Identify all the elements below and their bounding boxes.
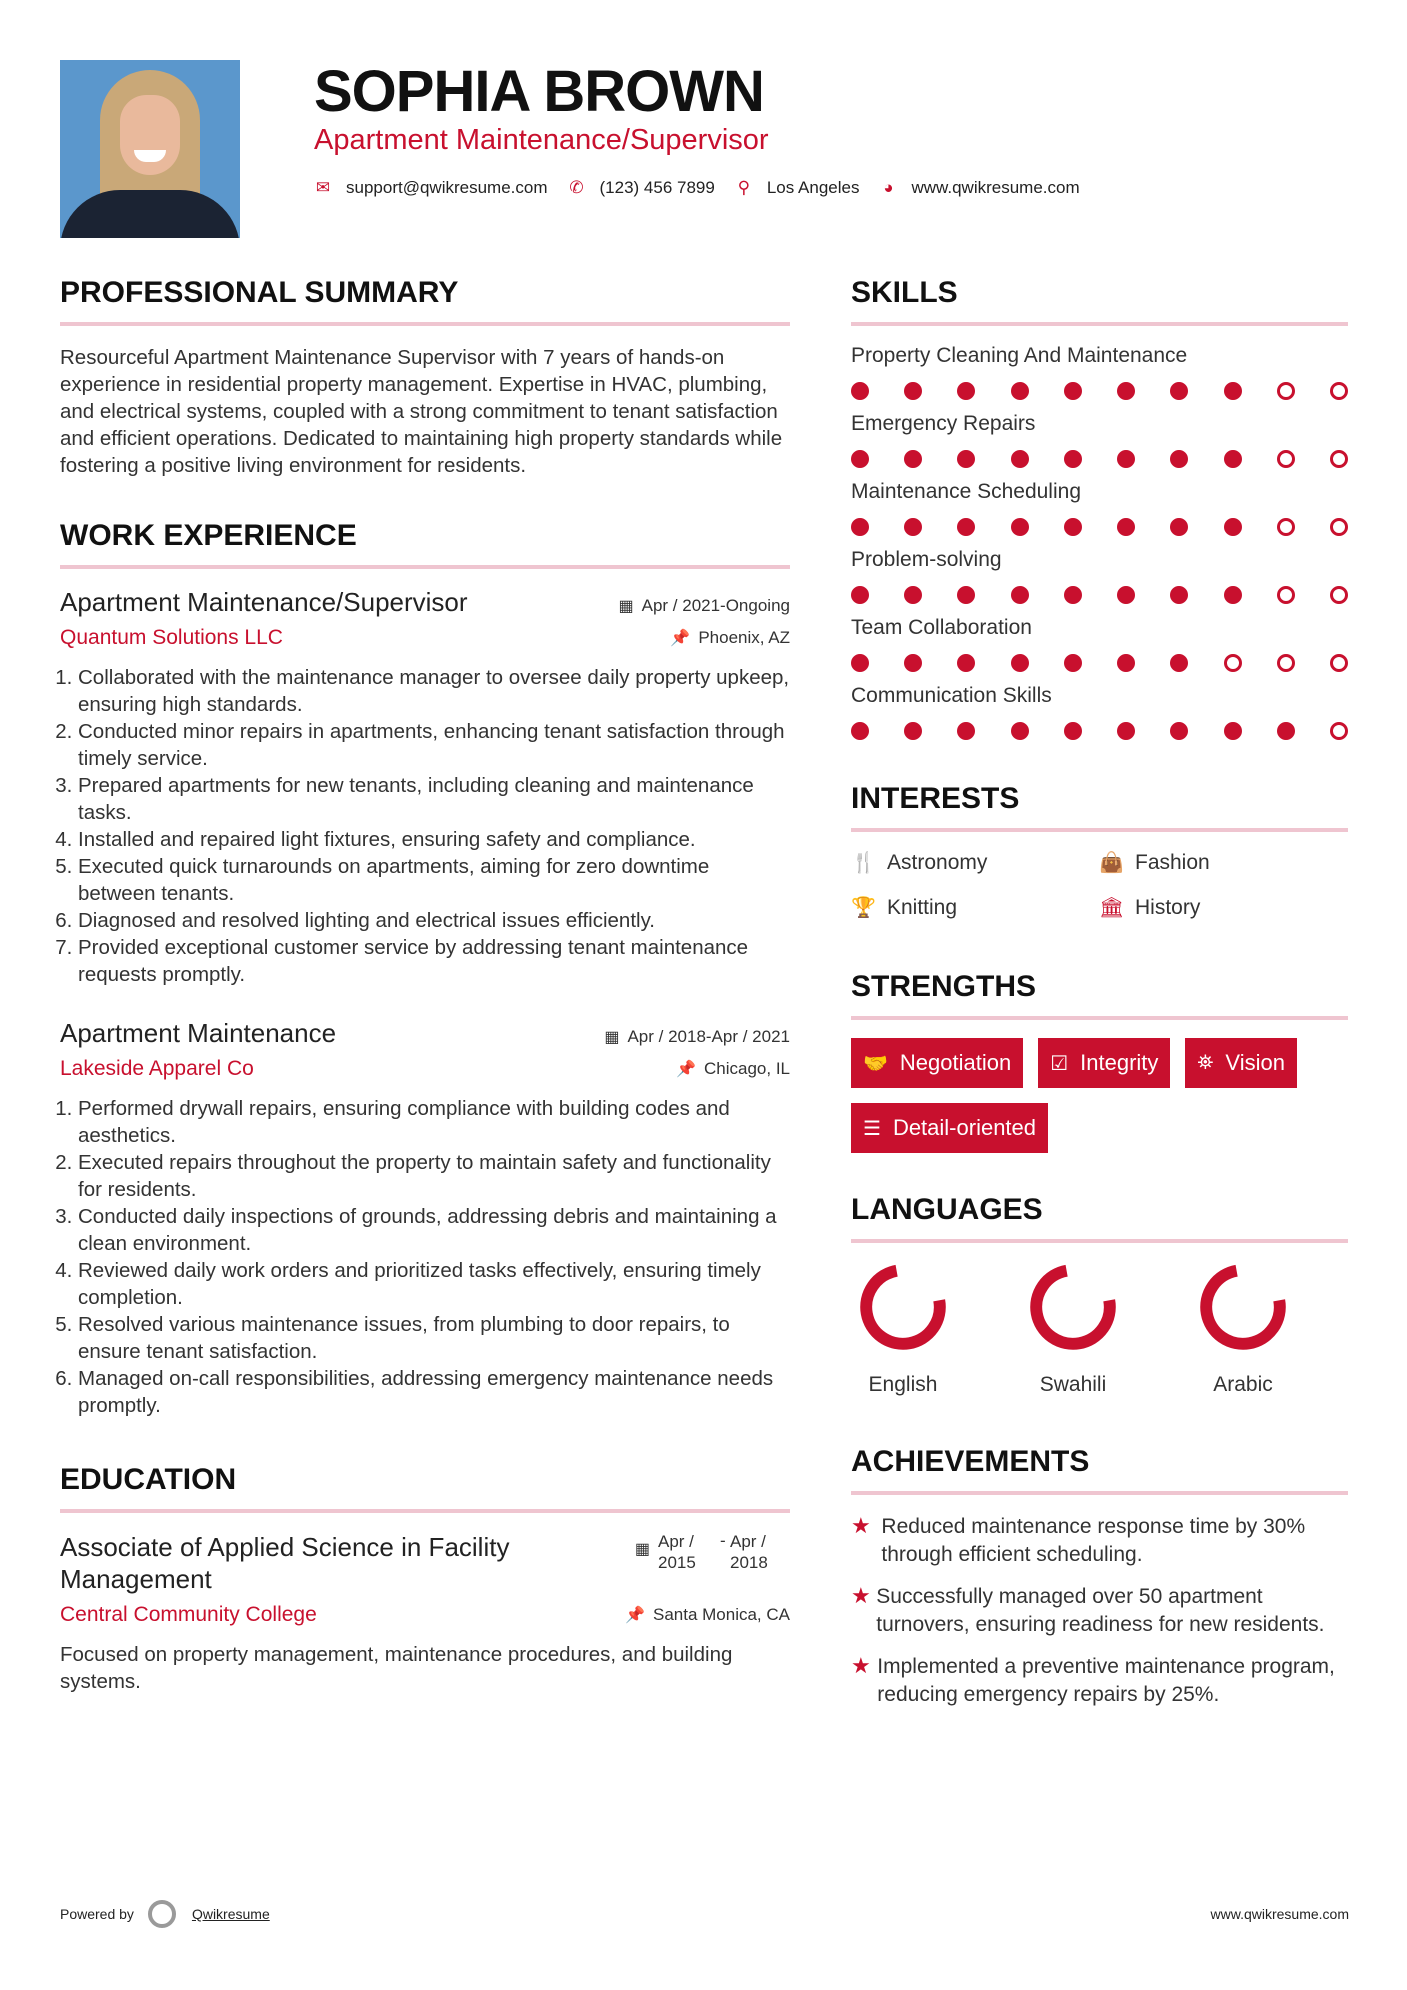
language-gauge: [857, 1261, 949, 1353]
rating-dot-filled: [1170, 518, 1188, 536]
company-name: Lakeside Apparel Co: [60, 1057, 254, 1080]
interest-item: [851, 895, 1099, 920]
footer-website[interactable]: www.qwikresume.com: [1210, 1906, 1349, 1922]
rating-dot-filled: [957, 586, 975, 604]
candidate-title: Apartment Maintenance/Supervisor: [314, 124, 769, 156]
job-entry: [60, 1018, 790, 1419]
job-title: Apartment Maintenance: [60, 1018, 337, 1048]
globe-icon: ◕: [883, 178, 894, 197]
languages-list: [851, 1261, 1348, 1397]
rating-dot-filled: [1011, 586, 1029, 604]
job-bullet: 6. Diagnosed and resolved lighting and electrical issues efficiently.: [78, 907, 790, 934]
degree-title: Associate of Applied Science in Facility Management: [60, 1532, 510, 1594]
calendar-icon: ▦: [618, 598, 634, 615]
interest-name: Fashion: [1135, 850, 1210, 874]
rating-dot-empty: [1330, 586, 1348, 604]
rating-dot-filled: [1011, 450, 1029, 468]
job-bullet: 7. Provided exceptional customer service by addressing tenant maintenance requests promptly.: [78, 934, 790, 988]
rating-dot-filled: [1170, 450, 1188, 468]
job-subheader: [60, 626, 790, 650]
company-name: Quantum Solutions LLC: [60, 626, 283, 649]
strengths-heading: STRENGTHS: [851, 970, 1348, 1020]
job-bullet: 3. Prepared apartments for new tenants, including cleaning and maintenance tasks.: [78, 772, 790, 826]
rating-dot-filled: [904, 382, 922, 400]
achievements-heading: ACHIEVEMENTS: [851, 1445, 1348, 1495]
job-date-text: Apr / 2021-Ongoing: [641, 596, 790, 615]
checkbox-icon: ☑: [1050, 1052, 1069, 1075]
map-pin-icon: ⚲: [737, 178, 751, 197]
skill-name: Property Cleaning And Maintenance: [851, 344, 1188, 367]
job-title: Apartment Maintenance/Supervisor: [60, 587, 468, 617]
job-location-text: Phoenix, AZ: [698, 628, 790, 647]
achievement-text: Successfully managed over 50 apartment turnovers, ensuring readiness for new residents.: [876, 1585, 1325, 1636]
rating-dot-filled: [957, 382, 975, 400]
job-bullet: 5. Resolved various maintenance issues, from plumbing to door repairs, to ensure tenant satisfaction.: [78, 1311, 790, 1365]
achievements-list: [851, 1513, 1348, 1709]
skill-rating: [851, 654, 1348, 672]
rating-dot-filled: [1224, 450, 1242, 468]
achievement-item: [851, 1653, 1348, 1709]
job-header: [60, 587, 790, 618]
strength-name: Detail-oriented: [892, 1115, 1037, 1140]
skill-item: [851, 480, 1348, 536]
skill-name: Communication Skills: [851, 684, 1052, 707]
rating-dot-filled: [851, 450, 869, 468]
education-heading: EDUCATION: [60, 1463, 790, 1513]
strength-chip: [1038, 1038, 1170, 1088]
language-gauge-arc: [1030, 1264, 1115, 1349]
skill-item: [851, 344, 1348, 400]
rating-dot-filled: [1064, 722, 1082, 740]
rating-dot-filled: [1064, 382, 1082, 400]
skill-item: [851, 616, 1348, 672]
phone-text: (123) 456 7899: [599, 178, 715, 197]
calendar-icon: ▦: [604, 1029, 620, 1046]
rating-dot-empty: [1277, 586, 1295, 604]
language-item: [1197, 1261, 1289, 1397]
rating-dot-filled: [851, 654, 869, 672]
rating-dot-filled: [1117, 586, 1135, 604]
interest-name: Astronomy: [887, 850, 988, 874]
handshake-icon: 🤝: [863, 1052, 888, 1075]
rating-dot-filled: [851, 722, 869, 740]
job-bullet: 1. Collaborated with the maintenance manager to oversee daily property upkeep, ensuring high standards.: [78, 664, 790, 718]
skill-item: [851, 684, 1348, 740]
rating-dot-filled: [1064, 450, 1082, 468]
achievement-item: [851, 1583, 1348, 1639]
utensils-icon: 🍴: [851, 852, 876, 874]
left-column: [60, 276, 790, 1735]
job-bullets: [60, 664, 790, 988]
education-date: ▦ Apr / 2015 - Apr / 2018: [635, 1531, 790, 1573]
job-bullet: 5. Executed quick turnarounds on apartments, aiming for zero downtime between tenants.: [78, 853, 790, 907]
school-name: Central Community College: [60, 1603, 317, 1626]
language-gauge-arc: [860, 1264, 945, 1349]
language-gauge-arc: [1200, 1264, 1285, 1349]
education-date-start: Apr / 2015: [658, 1532, 696, 1572]
trophy-icon: 🏆: [851, 897, 876, 919]
skill-name: Team Collaboration: [851, 616, 1032, 639]
rating-dot-filled: [904, 450, 922, 468]
skill-item: [851, 548, 1348, 604]
job-location: [676, 1059, 790, 1079]
pushpin-icon: 📌: [625, 1607, 645, 1624]
rating-dot-filled: [1011, 382, 1029, 400]
rating-dot-filled: [957, 450, 975, 468]
job-entry: [60, 587, 790, 988]
experience-heading: WORK EXPERIENCE: [60, 519, 790, 569]
job-date: [618, 596, 790, 616]
strength-chip: [851, 1103, 1048, 1153]
job-bullet: 2. Executed repairs throughout the property to maintain safety and functionality for residents.: [78, 1149, 790, 1203]
rating-dot-filled: [1064, 518, 1082, 536]
language-item: [857, 1261, 949, 1397]
language-gauge: [1197, 1261, 1289, 1353]
right-column: [851, 276, 1348, 1723]
interest-item: [1099, 850, 1347, 875]
rating-dot-empty: [1330, 518, 1348, 536]
skill-rating: [851, 722, 1348, 740]
location-text: Los Angeles: [766, 178, 860, 197]
rating-dot-filled: [1170, 722, 1188, 740]
rating-dot-filled: [904, 586, 922, 604]
rating-dot-filled: [1117, 450, 1135, 468]
shooting-star-icon: ★: [851, 1513, 871, 1538]
contact-website[interactable]: [879, 178, 1079, 198]
rating-dot-filled: [904, 654, 922, 672]
job-bullet: 4. Installed and repaired light fixtures, ensuring safety and compliance.: [78, 826, 790, 853]
rating-dot-filled: [1170, 654, 1188, 672]
powered-by-text: Powered by: [60, 1906, 134, 1922]
rating-dot-empty: [1224, 654, 1242, 672]
shopping-bag-icon: 👜: [1099, 852, 1124, 874]
rating-dot-filled: [957, 722, 975, 740]
strengths-list: [851, 1038, 1348, 1153]
language-item: [1027, 1261, 1119, 1397]
job-location: [670, 628, 790, 648]
job-location-text: Chicago, IL: [704, 1059, 790, 1078]
contact-location: [735, 178, 860, 198]
contact-bar: [314, 178, 1100, 198]
rating-dot-filled: [904, 722, 922, 740]
achievement-item: [851, 1513, 1348, 1569]
footer-powered-by: [60, 1900, 270, 1928]
job-bullet: 2. Conducted minor repairs in apartments, enhancing tenant satisfaction through timely service.: [78, 718, 790, 772]
job-bullets: [60, 1095, 790, 1419]
education-location: [625, 1605, 790, 1625]
interest-name: History: [1135, 895, 1201, 919]
rating-dot-filled: [1170, 586, 1188, 604]
email-text: support@qwikresume.com: [346, 178, 548, 197]
job-list: [60, 587, 790, 1419]
pushpin-icon: 📌: [676, 1061, 696, 1078]
rating-dot-filled: [1224, 722, 1242, 740]
rating-dot-filled: [1064, 586, 1082, 604]
interest-name: Knitting: [887, 895, 958, 919]
strength-name: Integrity: [1080, 1050, 1159, 1075]
shooting-star-icon: ★: [851, 1653, 871, 1678]
rating-dot-filled: [1170, 382, 1188, 400]
summary-heading: PROFESSIONAL SUMMARY: [60, 276, 790, 326]
rating-dot-filled: [1224, 518, 1242, 536]
job-bullet: 6. Managed on-call responsibilities, addressing emergency maintenance needs promptly.: [78, 1365, 790, 1419]
skill-rating: [851, 450, 1348, 468]
language-name: Swahili: [1039, 1373, 1107, 1396]
rating-dot-filled: [957, 518, 975, 536]
rating-dot-filled: [1011, 654, 1029, 672]
rating-dot-empty: [1330, 722, 1348, 740]
education-date-end: Apr / 2018: [730, 1532, 768, 1572]
phone-icon: ✆: [569, 178, 584, 197]
rating-dot-empty: [1330, 450, 1348, 468]
skills-list: [851, 344, 1348, 740]
rating-dot-empty: [1330, 654, 1348, 672]
education-description: Focused on property management, maintenance procedures, and building systems.: [60, 1643, 733, 1693]
job-bullet: 3. Conducted daily inspections of grounds, addressing debris and maintaining a clean environment.: [78, 1203, 790, 1257]
job-header: [60, 1018, 790, 1049]
achievement-text: Implemented a preventive maintenance program, reducing emergency repairs by 25%.: [877, 1655, 1335, 1706]
calendar-icon: ▦: [634, 1541, 650, 1558]
education-location-text: Santa Monica, CA: [652, 1605, 790, 1624]
rating-dot-filled: [1277, 722, 1295, 740]
rating-dot-filled: [1117, 518, 1135, 536]
rating-dot-filled: [1117, 654, 1135, 672]
list-icon: ☰: [863, 1117, 881, 1140]
skills-heading: SKILLS: [851, 276, 1348, 326]
contact-phone[interactable]: [568, 178, 715, 198]
interests-list: [851, 850, 1348, 920]
skill-name: Maintenance Scheduling: [851, 480, 1081, 503]
skill-item: [851, 412, 1348, 468]
language-name: English: [868, 1373, 938, 1396]
job-date-text: Apr / 2018-Apr / 2021: [627, 1027, 790, 1046]
qwikresume-logo-icon: [148, 1900, 176, 1928]
rating-dot-empty: [1330, 382, 1348, 400]
skill-rating: [851, 518, 1348, 536]
skill-name: Emergency Repairs: [851, 412, 1036, 435]
envelope-icon: ✉: [315, 178, 331, 197]
rating-dot-filled: [1224, 586, 1242, 604]
strength-name: Vision: [1225, 1050, 1285, 1075]
rating-dot-filled: [957, 654, 975, 672]
rating-dot-filled: [1011, 722, 1029, 740]
rating-dot-filled: [1117, 382, 1135, 400]
job-date: [604, 1027, 790, 1047]
pushpin-icon: 📌: [670, 630, 691, 647]
skill-rating: [851, 586, 1348, 604]
job-bullet: 1. Performed drywall repairs, ensuring compliance with building codes and aesthetics.: [78, 1095, 790, 1149]
rating-dot-empty: [1277, 382, 1295, 400]
rating-dot-filled: [904, 518, 922, 536]
binoculars-icon: ⛯: [1197, 1051, 1214, 1074]
strength-name: Negotiation: [899, 1050, 1012, 1075]
skill-rating: [851, 382, 1348, 400]
qwikresume-link[interactable]: Qwikresume: [191, 1906, 270, 1922]
rating-dot-filled: [1064, 654, 1082, 672]
job-bullet: 4. Reviewed daily work orders and prioritized tasks effectively, ensuring timely completion.: [78, 1257, 790, 1311]
rating-dot-empty: [1277, 654, 1295, 672]
education-entry: [60, 1531, 790, 1695]
rating-dot-filled: [1011, 518, 1029, 536]
contact-email[interactable]: [314, 178, 548, 198]
strength-chip: [1185, 1038, 1297, 1088]
language-name: Arabic: [1213, 1373, 1273, 1396]
languages-heading: LANGUAGES: [851, 1193, 1348, 1243]
job-subheader: [60, 1057, 790, 1081]
rating-dot-empty: [1277, 450, 1295, 468]
museum-icon: 🏛: [1099, 897, 1125, 919]
language-gauge: [1027, 1261, 1119, 1353]
rating-dot-filled: [1117, 722, 1135, 740]
achievement-text: Reduced maintenance response time by 30% through efficient scheduling.: [881, 1515, 1306, 1566]
interest-item: [1099, 895, 1347, 920]
rating-dot-filled: [851, 518, 869, 536]
interests-heading: INTERESTS: [851, 782, 1348, 832]
interest-item: [851, 850, 1099, 875]
rating-dot-filled: [851, 586, 869, 604]
rating-dot-filled: [1224, 382, 1242, 400]
rating-dot-empty: [1277, 518, 1295, 536]
website-text: www.qwikresume.com: [911, 178, 1080, 197]
shooting-star-icon: ★: [851, 1583, 871, 1608]
skill-name: Problem-solving: [851, 548, 1002, 571]
candidate-name: SOPHIA BROWN: [314, 59, 764, 124]
rating-dot-filled: [851, 382, 869, 400]
strength-chip: [851, 1038, 1023, 1088]
summary-text: Resourceful Apartment Maintenance Supervisor with 7 years of hands-on experience in residential property management. Expertise in HVAC, plumbing, and electrical systems, coupled with a strong commitment to tenant satisfaction and efficient operations. Dedicated to maintaining high property standards while fostering a positive living environment for residents.: [60, 346, 783, 477]
profile-photo: [60, 60, 240, 238]
